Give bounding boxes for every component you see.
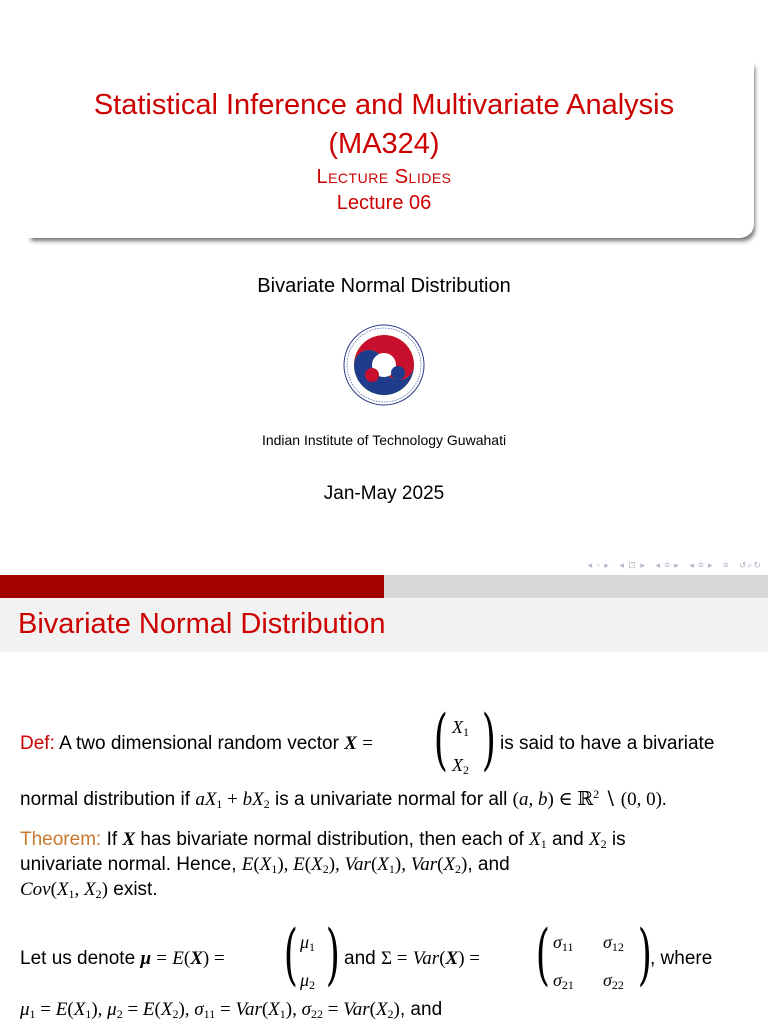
theorem-line2: univariate normal. Hence, $E(X_1)$, $E(X_2)$, $Var(X_1)$, $Var(X_2)$, and: [20, 854, 510, 876]
mu-entry-2: $\mu_2$: [300, 970, 316, 992]
sigma-left-paren: (: [535, 916, 550, 993]
next-section-icon[interactable]: ◂ ≡ ▸: [689, 560, 714, 570]
course-title: Statistical Inference and Multivariate Analysis: [93, 89, 675, 121]
beamer-navigation: [582, 560, 762, 576]
institute-name: Indian Institute of Technology Guwahati: [261, 432, 507, 448]
prev-subsection-icon[interactable]: ◂ ⊡ ▸: [619, 560, 646, 570]
theorem-label: Theorem:: [20, 829, 102, 850]
progress-bar-filled: [0, 575, 384, 598]
vector-right-paren: ): [481, 701, 496, 778]
lecture-number: Lecture 06: [336, 192, 432, 214]
prev-frame-icon[interactable]: ◂ ▫ ▸: [587, 560, 610, 570]
definition-line1-end: is said to have a bivariate: [500, 733, 715, 754]
denote-line-start: Let us denote μ = E(X) =: [20, 948, 225, 969]
definition-line1: Def: A two dimensional random vector X =: [20, 733, 373, 754]
content-slide: [0, 575, 768, 1024]
progress-bar-remaining: [384, 575, 768, 598]
align-icon[interactable]: ≡: [723, 560, 730, 570]
vector-entry-x1: $X_1$: [452, 717, 469, 739]
semester-date: Jan-May 2025: [323, 483, 445, 504]
course-code: (MA324): [328, 128, 440, 160]
denote-line-mid: and Σ = Var(X) =: [344, 948, 481, 969]
theorem-line3: $Cov(X_1$, $X_2$) exist.: [20, 879, 158, 901]
moments-line: $\mu_1 = E(X_1)$, $\mu_2 = E(X_2)$, $\sigma_{11} = Var(X_1)$, $\sigma_{22} = Var(X_2)$, and: [20, 999, 443, 1021]
sigma-22: $\sigma_{22}$: [603, 970, 624, 992]
definition-line2: normal distribution if $aX_1 + bX_2$ is a univariate normal for all (a, b) ∈ ℝ$^2$ ∖ (0, 0).: [20, 787, 667, 811]
def-label: Def:: [20, 733, 55, 754]
institute-logo-icon: [342, 323, 426, 407]
topic-title: Bivariate Normal Distribution: [257, 275, 511, 297]
mu-left-paren: (: [283, 916, 298, 993]
slides-subtitle: Lecture Slides: [316, 166, 452, 188]
title-box: [26, 60, 754, 238]
mu-right-paren: ): [325, 916, 340, 993]
vector-entry-x2: $X_2$: [452, 755, 469, 777]
vector-left-paren: (: [433, 701, 448, 778]
theorem-line1: Theorem: If X has bivariate normal distribution, then each of $X_1$ and $X_2$ is: [20, 829, 626, 851]
sigma-right-paren: ): [637, 916, 652, 993]
frame-title-bar: [0, 598, 768, 652]
prev-section-icon[interactable]: ◂ ≡ ▸: [655, 560, 680, 570]
denote-line-end: , where: [650, 948, 713, 969]
sigma-21: $\sigma_{21}$: [553, 970, 574, 992]
frame-title: Bivariate Normal Distribution: [18, 608, 386, 640]
sigma-11: $\sigma_{11}$: [553, 932, 574, 954]
mu-entry-1: $\mu_1$: [300, 932, 316, 954]
search-icon[interactable]: ↺⌕↻: [738, 560, 762, 570]
sigma-12: $\sigma_{12}$: [603, 932, 624, 954]
